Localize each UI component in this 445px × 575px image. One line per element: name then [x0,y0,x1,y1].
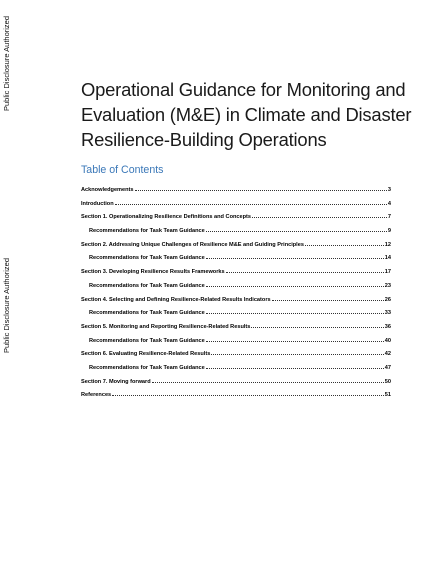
toc-entry-title: Recommendations for Task Team Guidance [89,255,205,262]
toc-dot-leader [135,190,387,191]
toc-entry-title: Recommendations for Task Team Guidance [89,310,205,317]
toc-entry-title: References [81,392,112,399]
toc-dot-leader [206,258,384,259]
toc-entry[interactable] [81,351,391,365]
toc-entry[interactable] [81,324,391,338]
table-of-contents [81,187,391,406]
toc-dot-leader [206,286,384,287]
toc-dot-leader [206,313,384,314]
toc-entry-title: Introduction [81,200,114,207]
toc-subentry[interactable] [81,228,391,242]
toc-page-number: 47 [384,364,391,371]
toc-page-number: 26 [384,296,391,303]
public-disclosure-label-middle [0,250,14,360]
toc-entry[interactable] [81,242,391,256]
toc-dot-leader [152,382,384,383]
title-line: Evaluation (M&E) in Climate and Disaster [81,104,412,125]
toc-dot-leader [211,354,383,355]
toc-entry[interactable] [81,269,391,283]
title-line: Resilience-Building Operations [81,129,327,150]
toc-entry-title: Recommendations for Task Team Guidance [89,282,205,289]
title-line: Operational Guidance for Monitoring and [81,79,406,100]
toc-heading: Table of Contents [81,164,164,176]
toc-dot-leader [112,395,384,396]
toc-entry-title: Section 3. Developing Resilience Results Frameworks [81,269,225,276]
toc-subentry[interactable] [81,310,391,324]
toc-page-number: 36 [384,323,391,330]
toc-entry[interactable] [81,392,391,406]
toc-dot-leader [252,217,387,218]
toc-page-number: 9 [387,228,391,235]
toc-page-number: 14 [384,255,391,262]
toc-entry-title: Section 5. Monitoring and Reporting Resilience-Related Results [81,323,251,330]
toc-page-number: 50 [384,378,391,385]
toc-entry[interactable] [81,379,391,393]
toc-page-number: 51 [384,392,391,399]
toc-entry[interactable] [81,201,391,215]
toc-entry-title: Recommendations for Task Team Guidance [89,228,205,235]
toc-entry-title: Acknowledgements [81,187,134,193]
toc-page-number: 7 [387,214,391,221]
toc-dot-leader [206,368,384,369]
toc-dot-leader [115,204,387,205]
toc-entry-title: Recommendations for Task Team Guidance [89,364,205,371]
toc-entry-title: Section 7. Moving forward [81,378,151,385]
toc-dot-leader [226,272,384,273]
toc-entry[interactable] [81,297,391,311]
toc-entry-title: Section 4. Selecting and Defining Resilience-Related Results Indicators [81,296,271,303]
toc-dot-leader [251,327,383,328]
toc-subentry[interactable] [81,283,391,297]
toc-page-number: 23 [384,282,391,289]
toc-page-number: 3 [387,187,391,193]
toc-dot-leader [206,231,387,232]
toc-page-number: 42 [384,351,391,358]
side-label-text: Public Disclosure Authorized [2,15,12,111]
document-title [81,77,411,152]
public-disclosure-label-top [0,8,14,118]
toc-page-number: 4 [387,200,391,207]
toc-page-number: 40 [384,337,391,344]
toc-subentry[interactable] [81,255,391,269]
toc-page-number: 17 [384,269,391,276]
toc-entry-title: Recommendations for Task Team Guidance [89,337,205,344]
toc-dot-leader [272,300,384,301]
side-label-text: Public Disclosure Authorized [2,257,12,353]
toc-entry[interactable] [81,187,391,201]
toc-entry-title: Section 2. Addressing Unique Challenges of Resilience M&E and Guiding Principles [81,241,304,248]
toc-dot-leader [305,245,384,246]
toc-subentry[interactable] [81,365,391,379]
toc-subentry[interactable] [81,338,391,352]
toc-entry[interactable] [81,214,391,228]
toc-dot-leader [206,341,384,342]
toc-entry-title: Section 6. Evaluating Resilience-Related Results [81,351,211,358]
toc-entry-title: Section 1. Operationalizing Resilience Definitions and Concepts [81,214,252,221]
toc-page-number: 33 [384,310,391,317]
toc-page-number: 12 [384,241,391,248]
